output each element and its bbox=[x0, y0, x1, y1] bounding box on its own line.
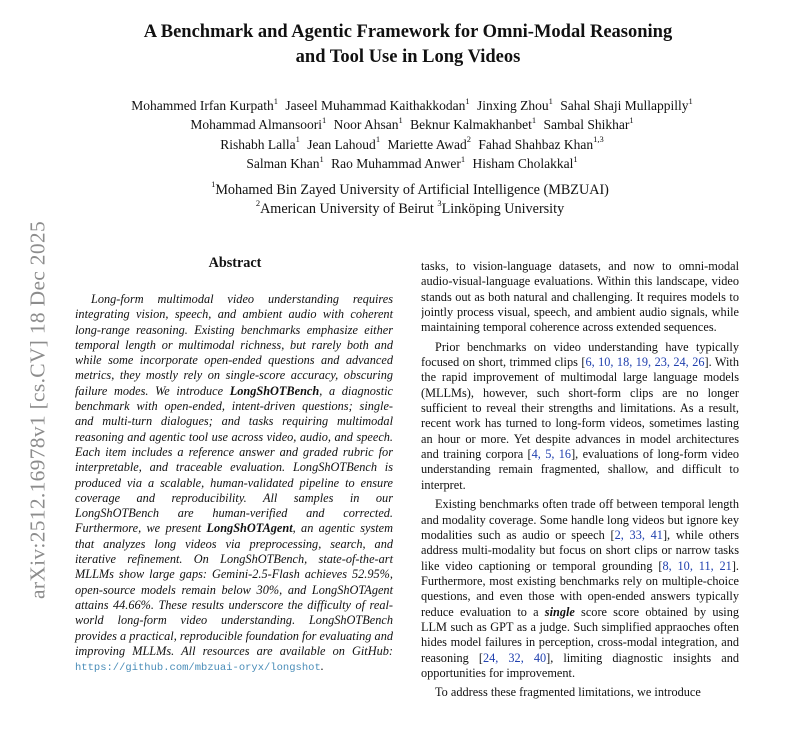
author-name: Rishabh Lalla bbox=[220, 136, 296, 152]
affiliation-3: Linköping University bbox=[441, 201, 565, 217]
affiliation-1: Mohamed Bin Zayed University of Artificial Intelligence (MBZUAI) bbox=[215, 182, 609, 198]
intro-text: ]. Furthermore, most existing benchmarks rely on multiple-choice questions, and even those with open-ended answers typically reduce evaluation to a bbox=[421, 558, 739, 619]
author-name: Mohammad Almansoori bbox=[190, 117, 322, 133]
citation-link[interactable]: 2, 33, 41 bbox=[614, 527, 663, 542]
author bbox=[556, 95, 693, 113]
abstract-heading: Abstract bbox=[208, 255, 262, 271]
intro-text: score score obtained by using LLM such as GPT as a judge. Such simplified appraoches often hides model failures in perception, cross-modal integration, and reasoning [ bbox=[421, 604, 739, 665]
intro-text: ], while others address multi-modality but focus on short clips or narrow tasks like video captioning or temporal grounding [ bbox=[421, 527, 739, 573]
author-name: Hisham Cholakkal bbox=[472, 156, 574, 172]
author bbox=[216, 134, 300, 152]
author bbox=[303, 134, 381, 152]
author-affiliation-marker: 1 bbox=[375, 134, 381, 145]
author-affiliation-marker: 1 bbox=[573, 153, 578, 164]
author-name: Mohammed Irfan Kurpath bbox=[131, 98, 274, 113]
author bbox=[330, 114, 403, 133]
citation-link[interactable]: 24, 32, 40 bbox=[482, 650, 547, 665]
arxiv-identifier: arXiv:2512.16978v1 [cs.CV] 18 Dec 2025 bbox=[25, 220, 50, 600]
intro-paragraph-4: To address these fragmented limitations, we introduce bbox=[435, 685, 701, 700]
author-name: Mariette Awad bbox=[387, 136, 467, 152]
author bbox=[383, 134, 472, 152]
affiliation-marker: 2 bbox=[255, 198, 261, 209]
intro-text: ]. With the rapid improvement of multimodal large language models (MLLMs), however, such short-form clips are no longer sufficient to reveal their strengths and limitations. As a result, recent work has turned to long-form videos, sometimes lasting an hour or more. Yet despite advances in model architectures and training corpora [ bbox=[421, 355, 739, 462]
affiliation-marker: 1 bbox=[211, 179, 216, 190]
emphasis-single: single bbox=[544, 604, 575, 619]
author-name: Sambal Shikhar bbox=[543, 117, 630, 133]
citation-link[interactable]: 4, 5, 16 bbox=[531, 447, 572, 462]
author-line bbox=[60, 154, 760, 173]
citation-link[interactable]: 8, 10, 11, 21 bbox=[662, 558, 732, 573]
author-affiliation-marker: 1 bbox=[460, 153, 466, 164]
author bbox=[468, 153, 578, 172]
benchmark-name: LongShOTBench bbox=[229, 383, 320, 398]
author bbox=[327, 153, 466, 172]
author-affiliation-marker: 1 bbox=[688, 95, 693, 106]
author-name: Jean Lahoud bbox=[307, 136, 376, 152]
intro-paragraph-3 bbox=[421, 497, 739, 681]
paper-title bbox=[80, 20, 736, 70]
author-affiliation-marker: 1 bbox=[295, 134, 300, 145]
abstract-part: , an agentic system that analyzes long videos via preprocessing, search, and iterative refinement. On LongShOTBench, state-of-the-art MLLMs show large gaps: Gemini-2.5-Flash achieves 52.95%, open-source models remain below 30%, and LongShOTAgent attains 44.66%. These results underscore the difficulty of real-world long-form video understanding. LongShOTBench provides a practical, reproducible foundation for evaluating and improving MLLMs. All resources are available on GitHub: bbox=[75, 521, 393, 658]
author bbox=[242, 153, 324, 172]
affiliation-marker: 3 bbox=[437, 198, 442, 209]
intro-paragraph-2 bbox=[421, 340, 739, 493]
author-name: Salman Khan bbox=[246, 156, 320, 172]
intro-text: ], evaluations of long-form video understanding remain fragmented, shallow, and difficult to interpret. bbox=[421, 447, 739, 492]
author-line bbox=[60, 96, 760, 115]
agent-name: LongShOTAgent bbox=[206, 521, 293, 536]
author-affiliation-marker: 1,3 bbox=[593, 134, 604, 145]
abstract-part: , a diagnostic benchmark with open-ended, intent-driven questions; single- and multi-turn dialogues; and tasks requiring multimodal reasoning and agentic tool use across video, audio, and speech. Each item includes a reference answer and graded rubric for interpretable, and traceable evaluation. LongShOTBench is produced via a scalable, human-validated pipeline to ensure coverage and reproducibility. All samples in our LongShOTBench are human-verified and corrected. Furthermore, we present bbox=[75, 383, 393, 536]
title-line-2: and Tool Use in Long Videos bbox=[295, 47, 521, 67]
author-list bbox=[60, 96, 760, 174]
author bbox=[474, 134, 604, 152]
author bbox=[540, 114, 634, 133]
introduction-column bbox=[421, 259, 739, 729]
author-affiliation-marker: 1 bbox=[398, 114, 403, 125]
author-name: Beknur Kalmakhanbet bbox=[410, 117, 532, 133]
author-name: Jaseel Muhammad Kaithakkodan bbox=[285, 98, 466, 113]
author-name: Rao Muhammad Anwer bbox=[331, 156, 461, 172]
abstract-part: . bbox=[320, 659, 324, 674]
title-line-1: A Benchmark and Agentic Framework for Omni-Modal Reasoning bbox=[143, 22, 673, 42]
author bbox=[406, 114, 537, 133]
arxiv-sidebar bbox=[22, 170, 54, 650]
author-line bbox=[60, 115, 760, 134]
author-name: Fahad Shahbaz Khan bbox=[478, 136, 594, 152]
github-link[interactable]: https://github.com/mbzuai-oryx/longshot bbox=[75, 662, 321, 675]
author-affiliation-marker: 1 bbox=[273, 95, 278, 106]
author bbox=[127, 95, 278, 113]
author-name: Jinxing Zhou bbox=[476, 98, 549, 113]
author-name: Sahal Shaji Mullappilly bbox=[560, 98, 689, 113]
affiliations bbox=[60, 181, 760, 219]
author-affiliation-marker: 1 bbox=[319, 153, 324, 164]
intro-text: Prior benchmarks on video understanding have typically focused on short, trimmed clips [ bbox=[421, 339, 739, 370]
intro-paragraph-1: tasks, to vision-language datasets, and now to omni-modal audio-visual-language evaluations. Within this landscape, video stands out as both natural and challenging. It requires models to jointly process visual, speech, and ambient audio signals, while maintaining temporal coherence across extended sequences. bbox=[421, 259, 739, 335]
author-affiliation-marker: 1 bbox=[629, 114, 634, 125]
abstract-text bbox=[75, 292, 393, 676]
author-affiliation-marker: 1 bbox=[548, 95, 553, 106]
intro-text: Existing benchmarks often trade off between temporal length and modality coverage. Some handle long videos but ignore key modalities such as audio or speech [ bbox=[421, 497, 739, 542]
author-affiliation-marker: 1 bbox=[321, 114, 327, 125]
author bbox=[186, 114, 327, 133]
author-line bbox=[60, 135, 760, 154]
abstract-part: Long-form multimodal video understanding requires integrating vision, speech, and ambient audio with coherent long-range reasoning. Existing benchmarks emphasize either temporal length or multimodal richness, but rarely both and while some incorporate open-ended questions and advanced metrics, they mostly rely on single-score accuracy, obscuring failure modes. We introduce bbox=[75, 292, 393, 398]
author-affiliation-marker: 1 bbox=[531, 114, 537, 125]
author bbox=[281, 95, 470, 113]
author-affiliation-marker: 2 bbox=[466, 134, 472, 145]
author bbox=[473, 95, 553, 113]
intro-text: ], limiting diagnostic insights and opportunities for improvement. bbox=[421, 650, 739, 680]
affiliation-2: American University of Beirut bbox=[260, 201, 434, 217]
author-name: Noor Ahsan bbox=[333, 117, 399, 133]
citation-link[interactable]: 6, 10, 18, 19, 23, 24, 26 bbox=[585, 355, 705, 370]
author-affiliation-marker: 1 bbox=[465, 95, 470, 106]
